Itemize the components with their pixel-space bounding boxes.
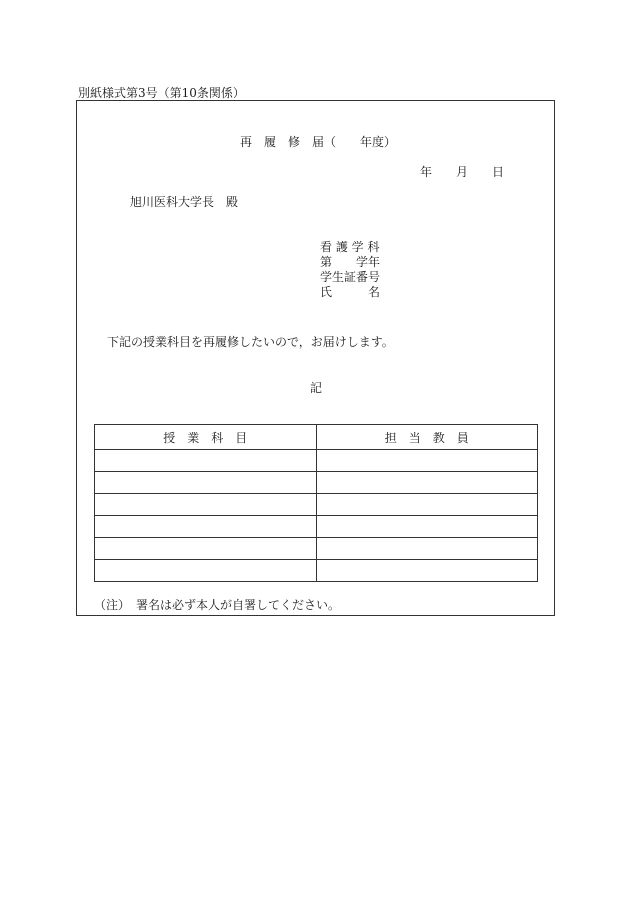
table-row bbox=[95, 472, 538, 494]
instructor-header: 担 当 教 員 bbox=[316, 425, 538, 450]
table-row bbox=[95, 560, 538, 582]
course-cell[interactable] bbox=[95, 494, 317, 516]
table-row bbox=[95, 450, 538, 472]
course-cell[interactable] bbox=[95, 450, 317, 472]
addressee: 旭川医科大学長 殿 bbox=[130, 195, 239, 209]
student-info-block bbox=[320, 240, 380, 300]
department-label: 看 護 学 科 bbox=[320, 240, 380, 254]
instructor-cell[interactable] bbox=[316, 450, 538, 472]
document-title: 再 履 修 届（ 年度） bbox=[240, 135, 397, 149]
ki-heading: 記 bbox=[310, 381, 323, 395]
student-id-label: 学生証番号 bbox=[320, 270, 381, 284]
course-cell[interactable] bbox=[95, 560, 317, 582]
instructor-cell[interactable] bbox=[316, 494, 538, 516]
course-cell[interactable] bbox=[95, 472, 317, 494]
body-text: 下記の授業科目を再履修したいので，お届けします。 bbox=[107, 335, 394, 349]
instructor-cell[interactable] bbox=[316, 516, 538, 538]
name-label: 氏 名 bbox=[320, 285, 381, 299]
instructor-cell[interactable] bbox=[316, 472, 538, 494]
instructor-cell[interactable] bbox=[316, 538, 538, 560]
form-reference: 別紙様式第3号（第10条関係） bbox=[78, 86, 245, 100]
signature-note: （注） 署名は必ず本人が自署してください。 bbox=[94, 598, 341, 612]
course-cell[interactable] bbox=[95, 538, 317, 560]
table-row bbox=[95, 516, 538, 538]
instructor-cell[interactable] bbox=[316, 560, 538, 582]
course-table bbox=[94, 424, 538, 582]
date-line: 年 月 日 bbox=[420, 165, 505, 179]
year-label: 第 学年 bbox=[320, 255, 381, 269]
course-cell[interactable] bbox=[95, 516, 317, 538]
table-header-row bbox=[95, 425, 538, 450]
course-header: 授 業 科 目 bbox=[95, 425, 317, 450]
table-row bbox=[95, 494, 538, 516]
table-row bbox=[95, 538, 538, 560]
